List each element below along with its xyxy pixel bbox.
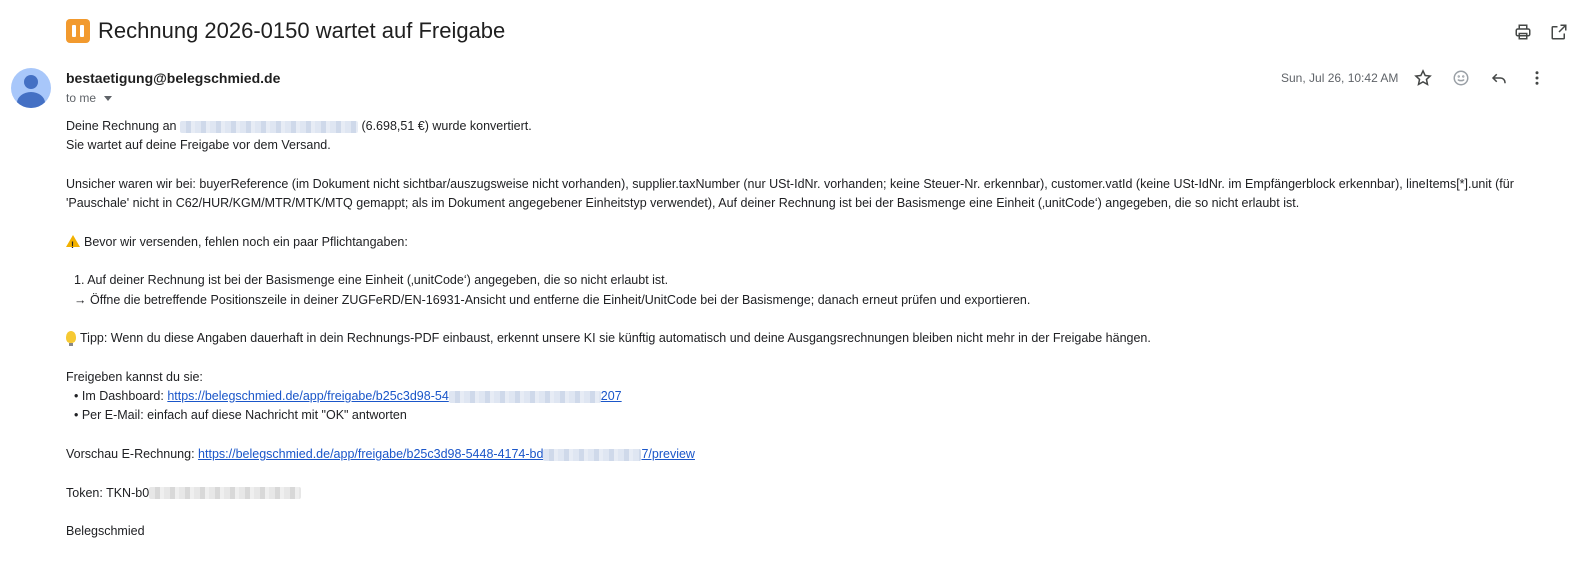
star-icon[interactable] <box>1414 69 1432 87</box>
email-subject: Rechnung 2026-0150 wartet auf Freigabe <box>98 18 506 43</box>
recipient-details-toggle[interactable] <box>66 91 112 105</box>
redacted-token <box>149 487 301 499</box>
pause-button-emoji-icon <box>66 19 90 43</box>
message-actions <box>1414 69 1546 87</box>
redacted-recipient <box>180 121 358 133</box>
release-dashboard: • Im Dashboard: https://belegschmied.de/app/freigabe/b25c3d98-54 207 <box>74 389 622 404</box>
email-body <box>66 117 1556 542</box>
email-date: Sun, Jul 26, 10:42 AM <box>1281 71 1399 85</box>
body-line-recipient: Deine Rechnung an (6.698,51 €) wurde konvertiert. <box>66 119 532 133</box>
thread-toolbar <box>1514 23 1568 41</box>
redacted-link-part <box>449 391 601 403</box>
preview-link[interactable]: https://belegschmied.de/app/freigabe/b25c3d98-5448-4174-bd 7/preview <box>198 447 695 462</box>
preview-line: Vorschau E-Rechnung: https://belegschmied.de/app/freigabe/b25c3d98-5448-4174-bd 7/preview <box>66 447 695 462</box>
token-line: Token: TKN-b0 <box>66 484 1556 503</box>
body-tip: Tipp: Wenn du diese Angaben dauerhaft in dein Rechnungs-PDF einbaust, erkennt unsere KI sie künftig automatisch und deine Ausgangsrechnungen bleiben nicht mehr in der Freigabe hängen. <box>66 329 1556 348</box>
open-in-new-window-icon[interactable] <box>1550 23 1568 41</box>
release-email-option: • Per E-Mail: einfach auf diese Nachricht mit "OK" antworten <box>74 408 407 423</box>
print-icon[interactable] <box>1514 23 1532 41</box>
body-warning: !Bevor wir versenden, fehlen noch ein paar Pflichtangaben: <box>66 233 1556 252</box>
reply-icon[interactable] <box>1490 69 1508 87</box>
missing-item-1: 1. Auf deiner Rechnung ist bei der Basismenge eine Einheit (‚unitCode‘) angegeben, die so nicht erlaubt ist. <box>74 273 669 288</box>
signature: Belegschmied <box>66 524 145 539</box>
release-heading: Freigeben kannst du sie: <box>66 369 203 384</box>
subject-row <box>66 18 505 44</box>
sender-avatar[interactable] <box>11 68 51 108</box>
sender-address[interactable]: bestaetigung@belegschmied.de <box>66 70 281 86</box>
missing-item-1-action: → Öffne die betreffende Positionszeile in deiner ZUGFeRD/EN-16931-Ansicht und entferne die Einheit/UnitCode bei der Basismenge; danach erneut prüfen und exportieren. <box>74 292 1031 307</box>
more-vert-icon[interactable] <box>1528 69 1546 87</box>
dashboard-approval-link[interactable]: https://belegschmied.de/app/freigabe/b25c3d98-54 207 <box>167 389 622 404</box>
redacted-link-part <box>543 449 641 461</box>
warning-icon <box>66 235 80 247</box>
body-line-waiting: Sie wartet auf deine Freigabe vor dem Versand. <box>66 138 331 153</box>
lightbulb-icon <box>66 331 76 343</box>
chevron-down-icon <box>104 96 112 101</box>
recipient-label: to me <box>66 91 97 105</box>
emoji-reaction-icon[interactable] <box>1452 69 1470 87</box>
body-uncertain-fields: Unsicher waren wir bei: buyerReference (im Dokument nicht sichtbar/auszugsweise nicht vorhanden), supplier.taxNumber (nur USt-IdNr. vorhanden; keine Steuer-Nr. erkennbar), customer.vatId (keine USt-IdNr. im Empfängerblock erkennbar), lineItems[*].unit (für 'Pauschale' nicht in C62/HUR/KGM/MTR/MTK/MTQ gemappt; als im Dokument angegebener Einheitstyp verwendet), Auf deiner Rechnung ist bei der Basismenge eine Einheit (‚unitCode‘) angegeben, die so nicht erlaubt ist. <box>66 176 1514 211</box>
